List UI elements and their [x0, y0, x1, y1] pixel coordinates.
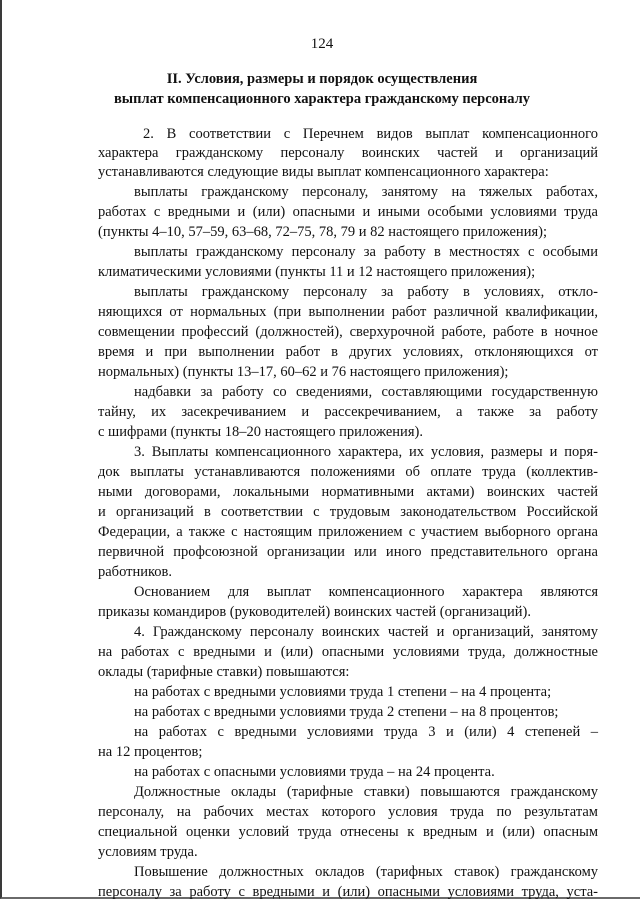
body-line: на работах с вредными условиями труда 3 и (или) 4 степеней – — [134, 724, 598, 740]
body-line: надбавки за работу со сведениями, составляющими государственную — [134, 384, 598, 400]
body-line: климатическими условиями (пункты 11 и 12 настоящего приложения); — [98, 264, 536, 280]
body-line: Федерации, а также с настоящим приложением с участием выборного органа — [98, 524, 598, 540]
body-line: специальной оценки условий труда отнесены к вредным и (или) опасным — [98, 824, 598, 840]
body-line: персоналу за работу с вредными и (или) опасными условиями труда, уста- — [98, 884, 598, 900]
body-line: оклады (тарифные ставки) повышаются: — [98, 664, 350, 680]
body-line: характера гражданскому персоналу воинских частей и организаций — [98, 145, 598, 161]
body-line: на работах с вредными условиями труда 2 степени – на 8 процентов; — [134, 704, 559, 720]
body-line: на 12 процентов; — [98, 744, 203, 760]
body-line: условиям труда. — [98, 844, 198, 860]
body-line: выплаты гражданскому персоналу за работу в местностях с особыми — [134, 244, 598, 260]
body-line: на работах с вредными условиями труда 1 степени – на 4 процента; — [134, 684, 552, 700]
page-number: 124 — [310, 36, 334, 52]
body-line: няющихся от нормальных (при выполнении работ различной квалификации, — [98, 304, 598, 320]
body-line: персоналу, на рабочих местах которого условия труда по результатам — [98, 804, 598, 820]
body-line: тайну, их засекречиванием и рассекречиванием, а также за работу — [98, 404, 598, 420]
section-title-line-1: II. Условия, размеры и порядок осуществления — [166, 71, 478, 87]
body-line: Должностные оклады (тарифные ставки) повышаются гражданскому — [134, 784, 598, 800]
body-line: нормальных) (пункты 13–17, 60–62 и 76 настоящего приложения); — [98, 364, 509, 380]
body-line: приказы командиров (руководителей) воинских частей (организаций). — [98, 604, 531, 620]
body-line: первичной профсоюзной организации или иного представительного органа — [98, 544, 598, 560]
body-line: работах с вредными и (или) опасными и иными особыми условиями труда — [98, 204, 598, 220]
body-line: работников. — [98, 564, 173, 580]
body-line: и организаций в соответствии с трудовым законодательством Российской — [98, 504, 598, 520]
body-line: на работах с вредными и (или) опасными условиями труда, должностные — [98, 644, 598, 660]
body-line: устанавливаются следующие виды выплат компенсационного характера: — [98, 164, 549, 180]
body-line: выплаты гражданскому персоналу, занятому на тяжелых работах, — [134, 184, 598, 200]
section-title-line-2: выплат компенсационного характера гражданскому персоналу — [113, 91, 531, 107]
body-line: с шифрами (пункты 18–20 настоящего приложения). — [98, 424, 423, 440]
body-line: 2. В соответствии с Перечнем видов выплат компенсационного — [143, 126, 598, 142]
body-line: 4. Гражданскому персоналу воинских частей и организаций, занятому — [134, 624, 598, 640]
body-line: Повышение должностных окладов (тарифных ставок) гражданскому — [134, 864, 598, 880]
body-line: 3. Выплаты компенсационного характера, их условия, размеры и поря- — [134, 444, 598, 460]
body-line: ными договорами, локальными нормативными актами) воинских частей — [98, 484, 598, 500]
body-line: время и при выполнении работ в других условиях, отклоняющихся от — [98, 344, 598, 360]
body-line: (пункты 4–10, 57–59, 63–68, 72–75, 78, 79 и 82 настоящего приложения); — [98, 224, 547, 240]
body-line: совмещении профессий (должностей), сверхурочной работе, работе в ночное — [98, 324, 598, 340]
body-line: Основанием для выплат компенсационного характера являются — [134, 584, 598, 600]
body-line: на работах с опасными условиями труда – на 24 процента. — [134, 764, 495, 780]
body-line: выплаты гражданскому персоналу за работу в условиях, откло- — [134, 284, 598, 300]
body-line: док выплаты устанавливаются положениями об оплате труда (коллектив- — [98, 464, 598, 480]
